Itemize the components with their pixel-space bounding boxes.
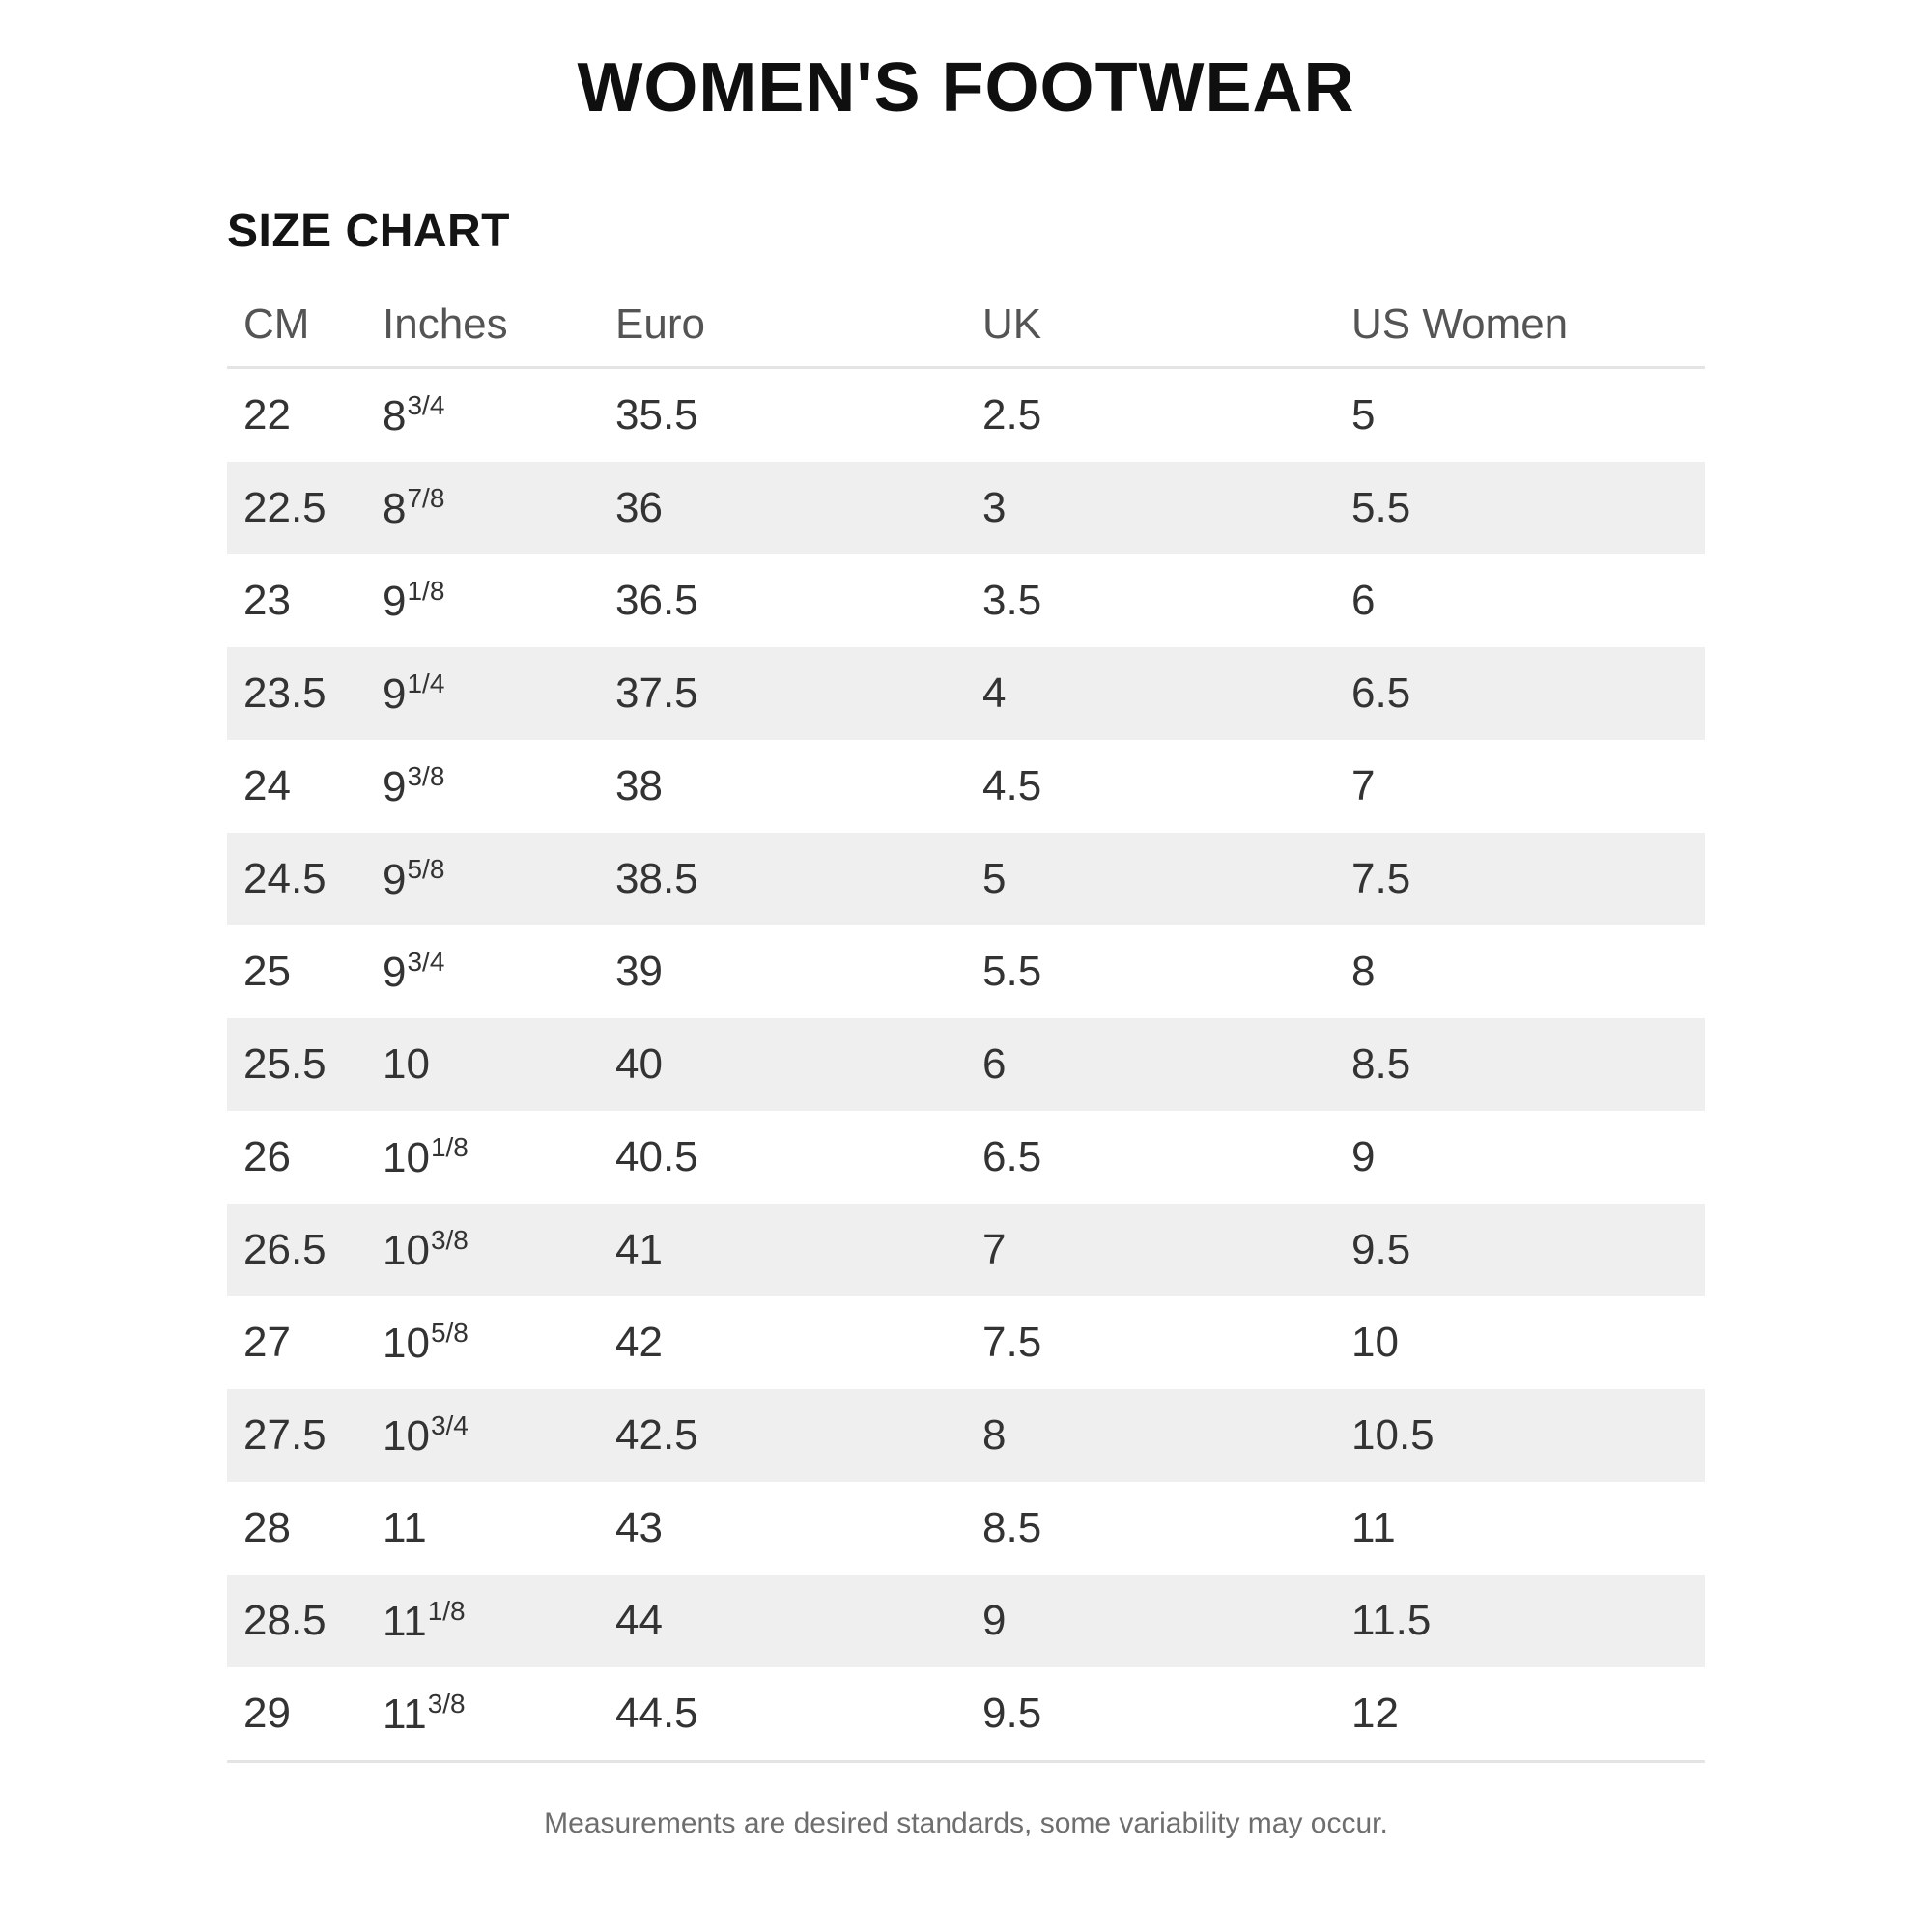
cell-cm: 22 (243, 391, 291, 439)
cell-cm: 24 (243, 762, 291, 810)
cell-uk: 5.5 (982, 948, 1042, 995)
inches-fraction: 3/8 (430, 1225, 469, 1255)
cell-inches: $11^{3/8}$ (366, 1667, 599, 1762)
inches-fraction: 5/8 (407, 854, 445, 884)
column-header-cm: CM (227, 283, 366, 368)
inches-fraction: 3/4 (430, 1410, 469, 1440)
cell-us-women: 9.5 (1351, 1226, 1411, 1273)
cell-inches: $8^{3/4}$ (383, 390, 445, 440)
table-row (227, 462, 1705, 554)
cell-us-women: 6 (1351, 577, 1376, 624)
cell-inches: $10^{3/8}$ (383, 1225, 469, 1274)
cell-uk: 2.5 (982, 391, 1042, 439)
inches-fraction: 1/8 (427, 1596, 466, 1626)
cell-us-women: 11.5 (1351, 1597, 1432, 1644)
cell-us-women: 6.5 (1351, 669, 1411, 717)
cell-inches: $9^{1/8}$ (383, 576, 445, 625)
cell-inches: $8^{7/8}$ (383, 483, 445, 532)
cell-inches: $9^{3/4}$ (383, 947, 445, 996)
cell-euro: 38.5 (615, 855, 698, 902)
cell-cm: 23 (243, 577, 291, 624)
cell-us-women: 7.5 (1351, 855, 1411, 902)
table-row (227, 1296, 1705, 1389)
column-header-uk: UK (966, 283, 1335, 368)
cell-cm: 29 (227, 1667, 366, 1762)
cell-cm: 26.5 (243, 1226, 327, 1273)
inches-fraction: 3/4 (407, 390, 445, 420)
cell-uk: 8.5 (982, 1504, 1042, 1551)
cell-cm: 27.5 (243, 1411, 327, 1459)
cell-us-women: 10.5 (1351, 1411, 1435, 1459)
cell-uk: 5 (982, 855, 1007, 902)
cell-us-women: 11 (1351, 1504, 1396, 1551)
cell-uk: 3 (982, 484, 1007, 531)
cell-us-women: 5.5 (1351, 484, 1411, 531)
table-row (227, 1389, 1705, 1482)
inches-fraction: 7/8 (407, 483, 445, 513)
cell-cm: 25.5 (243, 1040, 327, 1088)
inches-fraction: 3/4 (407, 947, 445, 977)
cell-euro: 41 (615, 1226, 663, 1273)
table-row (227, 1667, 1705, 1762)
column-header-euro: Euro (599, 283, 966, 368)
cell-inches: $10^{5/8}$ (383, 1318, 469, 1367)
cell-cm: 27 (243, 1319, 291, 1366)
column-header-inches: Inches (366, 283, 599, 368)
table-row (227, 1482, 1705, 1575)
cell-cm: 24.5 (243, 855, 327, 902)
cell-euro: 36 (615, 484, 663, 531)
cell-uk: 8 (982, 1411, 1007, 1459)
cell-euro: 39 (615, 948, 663, 995)
table-row (227, 1575, 1705, 1667)
cell-uk: 9 (982, 1597, 1007, 1644)
cell-euro: 38 (615, 762, 663, 810)
inches-fraction: 1/8 (430, 1132, 469, 1162)
cell-cm: 25 (243, 948, 291, 995)
cell-inches: $11^{1/8}$ (383, 1596, 466, 1645)
cell-euro: 42 (615, 1319, 663, 1366)
cell-us-women: 7 (1351, 762, 1376, 810)
cell-cm: 28 (243, 1504, 291, 1551)
inches-fraction: 5/8 (430, 1318, 469, 1348)
table-body (227, 368, 1705, 1762)
cell-euro: 35.5 (615, 391, 698, 439)
table-row (227, 740, 1705, 833)
table-header-row (227, 283, 1705, 368)
table-row (227, 647, 1705, 740)
cell-inches: $9^{1/4}$ (383, 668, 445, 718)
cell-us-women: 10 (1351, 1319, 1399, 1366)
cell-inches: $10^{3/4}$ (383, 1410, 469, 1460)
cell-us-women: 12 (1335, 1667, 1705, 1762)
column-header-us-women: US Women (1335, 283, 1705, 368)
cell-uk: 7 (982, 1226, 1007, 1273)
page-title: WOMEN'S FOOTWEAR (577, 49, 1355, 127)
inches-fraction: 3/8 (427, 1689, 466, 1719)
inches-fraction: 3/8 (407, 761, 445, 791)
cell-us-women: 8 (1351, 948, 1376, 995)
cell-uk: 6.5 (982, 1133, 1042, 1180)
table-row (227, 1018, 1705, 1111)
cell-uk: 4.5 (982, 762, 1042, 810)
cell-cm: 26 (243, 1133, 291, 1180)
cell-euro: 40.5 (615, 1133, 698, 1180)
cell-uk: 3.5 (982, 577, 1042, 624)
cell-euro: 42.5 (615, 1411, 698, 1459)
cell-uk: 4 (982, 669, 1007, 717)
table-row (227, 1111, 1705, 1204)
cell-inches: $9^{3/8}$ (383, 761, 445, 810)
inches-fraction: 1/4 (407, 668, 445, 698)
cell-us-women: 9 (1351, 1133, 1376, 1180)
cell-uk: 6 (982, 1040, 1007, 1088)
cell-uk: 9.5 (966, 1667, 1335, 1762)
table-row (227, 925, 1705, 1018)
footnote: Measurements are desired standards, some variability may occur. (544, 1807, 1388, 1839)
cell-inches: 10 (383, 1040, 430, 1088)
cell-us-women: 8.5 (1351, 1040, 1411, 1088)
cell-euro: 37.5 (615, 669, 698, 717)
cell-euro: 36.5 (615, 577, 698, 624)
cell-euro: 44.5 (599, 1667, 966, 1762)
size-chart-table (227, 283, 1705, 1763)
size-chart-section (227, 205, 1705, 1840)
table-row (227, 554, 1705, 647)
section-heading: SIZE CHART (227, 206, 510, 257)
cell-inches: 11 (383, 1504, 427, 1551)
cell-cm: 23.5 (243, 669, 327, 717)
table-row (227, 368, 1705, 463)
table-row (227, 833, 1705, 925)
inches-fraction: 1/8 (407, 576, 445, 606)
cell-us-women: 5 (1351, 391, 1376, 439)
cell-uk: 7.5 (982, 1319, 1042, 1366)
cell-cm: 28.5 (243, 1597, 327, 1644)
cell-inches: $10^{1/8}$ (383, 1132, 469, 1181)
table-row (227, 1204, 1705, 1296)
cell-euro: 44 (615, 1597, 663, 1644)
cell-inches: $9^{5/8}$ (383, 854, 445, 903)
cell-euro: 43 (615, 1504, 663, 1551)
cell-euro: 40 (615, 1040, 663, 1088)
cell-cm: 22.5 (243, 484, 327, 531)
